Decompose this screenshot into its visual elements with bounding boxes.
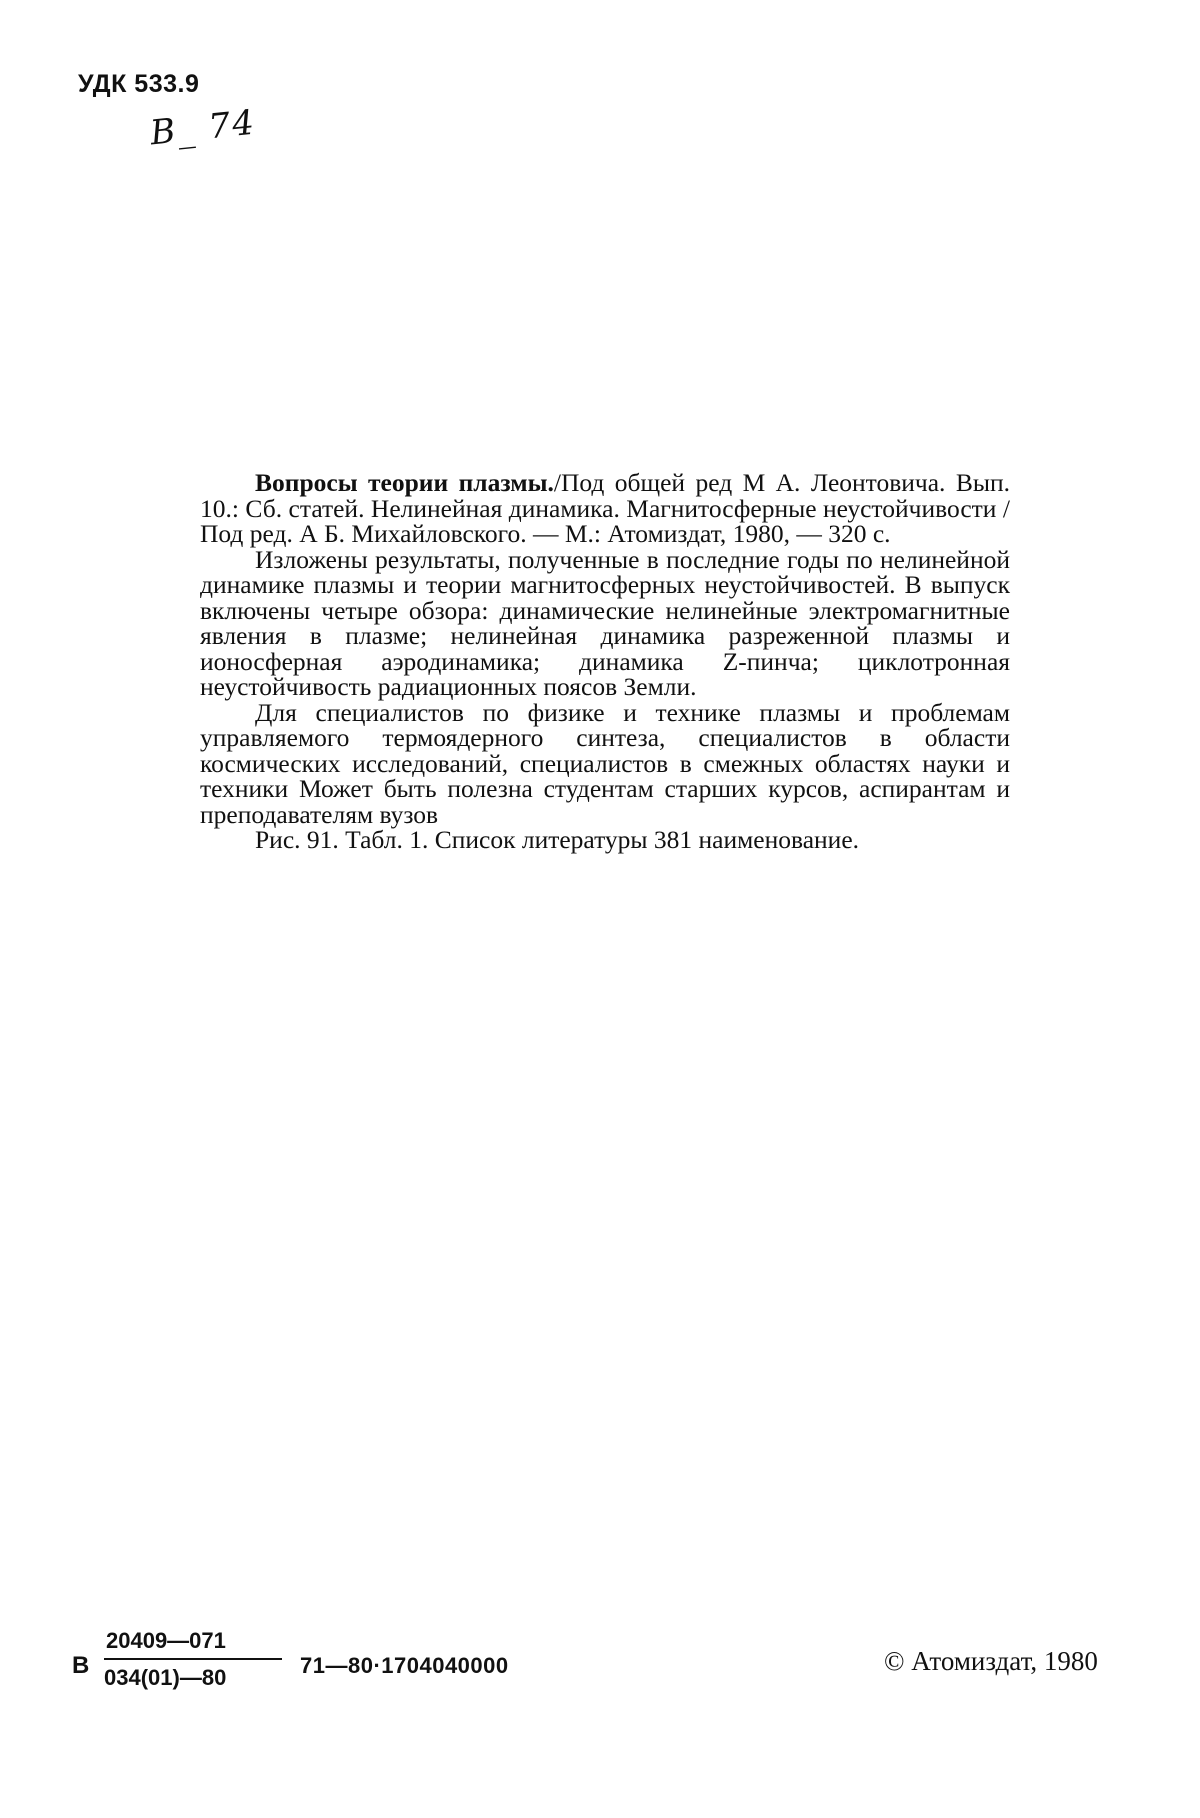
citation-paragraph (200, 470, 1010, 547)
handwritten-shelf-mark: В_ 74 (148, 102, 258, 154)
udk-code: УДК 533.9 (78, 70, 200, 98)
summary-paragraph: Изложены результаты, полученные в последние годы по нелинейной динамике плазмы и теории магнитосферных неустойчивостей. В выпуск включены четыре обзора: динамические нелинейные электромагнитные явления в плазме; нелинейная динамика разреженной плазмы и ионосферная аэродинамика; динамика Z-пинча; циклотронная неустойчивость радиационных поясов Земли. (200, 544, 1010, 701)
audience-paragraph: Для специалистов по физике и технике плазмы и проблемам управляемого термоядерного синтеза, специалистов в области космических исследований, специалистов в смежных областях науки и техники Может быть полезна студентам старших курсов, аспирантам и преподавателям вузов (200, 697, 1010, 829)
index-fraction (104, 1627, 282, 1692)
figures-tables-paragraph: Рис. 91. Табл. 1. Список литературы 381 наименование. (255, 825, 860, 854)
fraction-denominator: 034(01)—80 (104, 1665, 227, 1690)
fraction-line (104, 1658, 282, 1660)
book-title: Вопросы теории плазмы. (255, 468, 554, 497)
publication-code: 71—80·1704040000 (300, 1653, 509, 1678)
copyright-notice: © Атомиздат, 1980 (884, 1646, 1098, 1676)
bibliographic-abstract (200, 470, 1010, 853)
citation-details: /Под общей ред М А. Леонтовича. Вып. 10.: Сб. статей. Нелинейная динамика. Магнитосферные неустойчивости / Под ред. А Б. Михайловского. — М.: Атомиздат, 1980, — 320 с. (200, 468, 1010, 548)
index-letter: В (72, 1652, 90, 1679)
fraction-numerator: 20409—071 (106, 1628, 226, 1653)
